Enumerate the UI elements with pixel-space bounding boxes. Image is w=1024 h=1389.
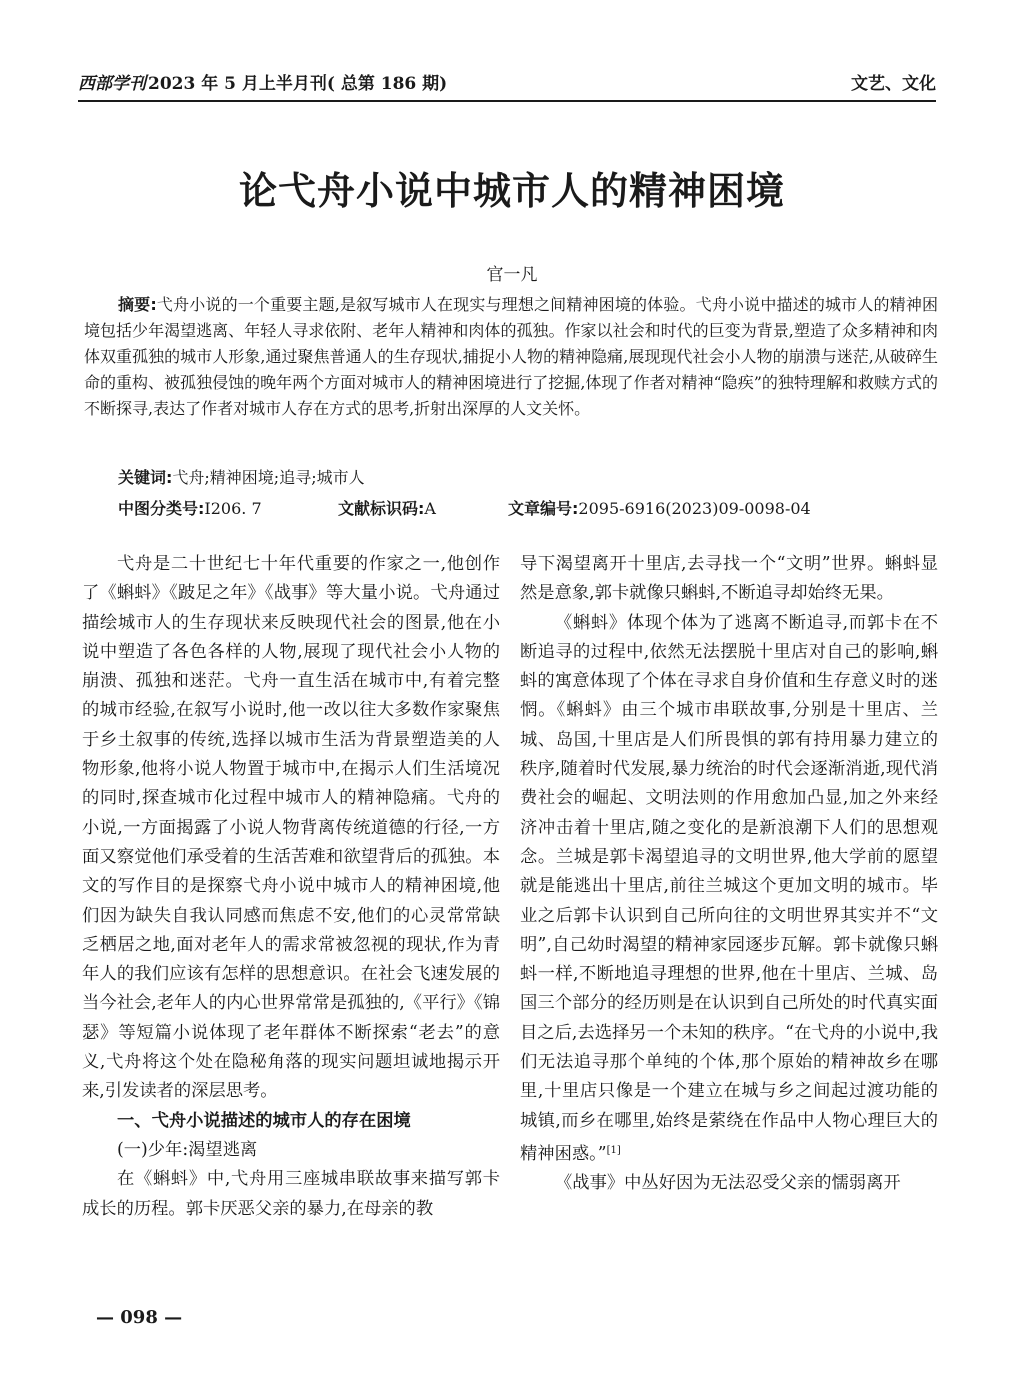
author-name: 官一凡 bbox=[486, 265, 538, 285]
paragraph-text: 《蝌蚪》体现个体为了逃离不断追寻,而郭卡在不断追寻的过程中,依然无法摆脱十里店对自己的影响,蝌蚪的寓意体现了个体在寻求自身价值和生存意义时的迷惘。《蝌蚪》由三个城市串联故事,分别是十里店、兰城、岛国,十里店是人们所畏惧的郭有持用暴力建立的秩序,随着时代发展,暴力统治的时代会逐渐消逝,现代消费社会的崛起、文明法则的作用愈加凸显,加之外来经济冲击着十里店,随之变化的是新浪潮下人们的思想观念。兰城是郭卡渴望追寻的文明世界,他大学前的愿望就是能逃出十里店,前往兰城这个更加文明的城市。毕业之后郭卡认识到自己所向往的文明世界其实并不“文明”,自己幼时渴望的精神家园逐步瓦解。郭卡就像只蝌蚪一样,不断地追寻理想的世界,他在十里店、兰城、岛国三个部分的经历则是在认识到自己所处的时代真实面目之后,去选择另一个未知的秩序。“在弋舟的小说中,我们无法追寻那个单纯的个体,那个原始的精神故乡在哪里,十里店只像是一个建立在城与乡之间起过渡功能的城镇,而乡在哪里,始终是萦绕在作品中人物心理巨大的精神困惑。” bbox=[520, 612, 938, 1164]
journal-logo: 西部学刊 bbox=[78, 74, 146, 94]
paragraph-body: 《战事》中丛好因为无法忍受父亲的懦弱离开 bbox=[555, 1173, 901, 1194]
art-label: 文章编号: bbox=[508, 499, 579, 518]
keywords bbox=[118, 466, 938, 490]
left-column bbox=[82, 550, 500, 1224]
keywords-text: 弋舟;精神困境;追寻;城市人 bbox=[172, 468, 365, 487]
classification bbox=[118, 497, 338, 521]
running-header bbox=[78, 68, 936, 102]
right-column bbox=[520, 550, 938, 1199]
header-left bbox=[78, 69, 447, 94]
cls-label: 中图分类号: bbox=[118, 499, 205, 518]
page-number: — 098 — bbox=[96, 1307, 183, 1328]
article-number bbox=[508, 497, 811, 521]
abstract-text: 弋舟小说的一个重要主题,是叙写城市人在现实与理想之间精神困境的体验。弋舟小说中描述的城市人的精神困境包括少年渴望逃离、年轻人寻求依附、老年人精神和肉体的孤独。作家以社会和时代的巨变为背景,塑造了众多精神和肉体双重孤独的城市人形象,通过聚焦普通人的生存现状,捕捉小人物的精神隐痛,展现现代社会小人物的崩溃与迷茫,从破碎生命的重构、被孤独侵蚀的晚年两个方面对城市人的精神困境进行了挖掘,体现了作者对精神“隐疾”的独特理解和救赎方式的不断探寻,表达了作者对城市人存在方式的思考,折射出深厚的人文关怀。 bbox=[84, 295, 938, 418]
paragraph-intro: 弋舟是二十世纪七十年代重要的作家之一,他创作了《蝌蚪》《跛足之年》《战事》等大量小说。弋舟通过描绘城市人的生存现状来反映现代社会的图景,他在小说中塑造了各色各样的人物,展现了现代社会小人物的崩溃、孤独和迷茫。弋舟一直生活在城市中,有着完整的城市经验,在叙写小说时,他一改以往大多数作家聚焦于乡土叙事的传统,选择以城市生活为背景塑造美的人物形象,他将小说人物置于城市中,在揭示人们生活境况的同时,探查城市化过程中城市人的精神隐痛。弋舟的小说,一方面揭露了小说人物背离传统道德的行径,一方面又察觉他们承受着的生活苦难和欲望背后的孤独。本文的写作目的是探察弋舟小说中城市人的精神困境,他们因为缺失自我认同感而焦虑不安,他们的心灵常常缺乏栖居之地,面对老年人的需求常被忽视的现状,作为青年人的我们应该有怎样的思想意识。在社会飞速发展的当今社会,老年人的内心世界常常是孤独的,《平行》《锦瑟》等短篇小说体现了老年群体不断探索“老去”的意义,弋舟将这个处在隐秘角落的现实问题坦诚地揭示开来,引发读者的深层思考。 bbox=[82, 554, 500, 1102]
cls-value: I206. 7 bbox=[204, 499, 262, 518]
abstract-label: 摘要: bbox=[118, 295, 157, 314]
article-meta bbox=[118, 497, 938, 521]
doc-value: A bbox=[424, 499, 436, 518]
section-heading: 一、弋舟小说描述的城市人的存在困境 bbox=[117, 1110, 411, 1131]
art-value: 2095-6916(2023)09-0098-04 bbox=[578, 499, 811, 518]
citation-ref: [1] bbox=[606, 1144, 621, 1156]
paragraph-continued: 导下渴望离开十里店,去寻找一个“文明”世界。蝌蚪显然是意象,郭卡就像只蝌蚪,不断追寻却始终无果。 bbox=[520, 554, 938, 604]
section-name: 文艺、文化 bbox=[851, 74, 936, 94]
keywords-label: 关键词: bbox=[118, 468, 173, 487]
doc-label: 文献标识码: bbox=[338, 499, 425, 518]
paragraph-body: 在《蝌蚪》中,弋舟用三座城串联故事来描写郭卡成长的历程。郭卡厌恶父亲的暴力,在母亲的教 bbox=[82, 1169, 500, 1219]
document-code bbox=[338, 497, 508, 521]
article-title: 论弋舟小说中城市人的精神困境 bbox=[238, 169, 785, 213]
abstract bbox=[84, 292, 938, 422]
paragraph-body bbox=[520, 609, 938, 1170]
issue-info: 2023 年 5 月上半月刊( 总第 186 期) bbox=[148, 74, 448, 94]
subsection-heading: (一)少年:渴望逃离 bbox=[117, 1139, 258, 1160]
